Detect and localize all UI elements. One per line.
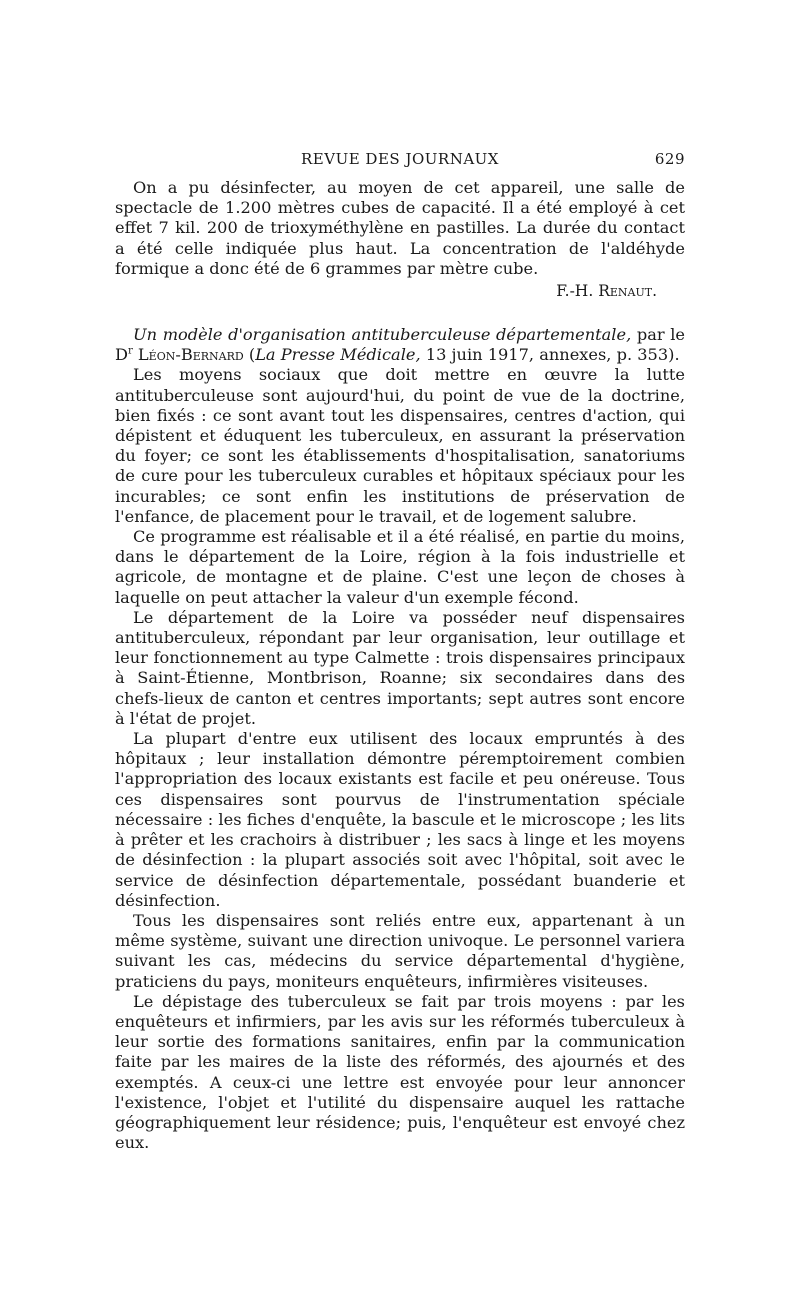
signature-surname: Renaut. [598, 282, 657, 301]
author-prefix-sup: r [127, 345, 133, 357]
page-number: 629 [654, 150, 685, 168]
source-open: ( [248, 345, 256, 365]
article-paragraph: Les moyens sociaux que doit mettre en œuvre la lutte antituberculeuse sont aujourd'hui, du point de vue de la doctrine, bien fixés : ce sont avant tout les dispensaires, centres d'action, qui dépistent et éduquent les tuberculeux, en assurant la préservation du foyer; ce sont les établissements d'hospitalisation, sanatoriums de cure pour les tuberculeux curables et hôpitaux spéciaux pour les incurables; ce sont enfin les institutions de préservation de l'enfance, de placement pour le travail, et de logement salubre. [115, 365, 685, 526]
article-paragraph: La plupart d'entre eux utilisent des locaux empruntés à des hôpitaux ; leur installation démontre péremptoirement combien l'appropriation des locaux existants est facile et peu onéreuse. Tous ces dispensaires sont pourvus de l'instrumentation spéciale nécessaire : les fiches d'enquête, la bascule et le microscope ; les lits à prêter et les crachoirs à distribuer ; les sacs à linge et les moyens de désinfection : la plupart associés soit avec l'hôpital, soit avec le service de désinfection départementale, possédant buanderie et désinfection. [115, 729, 685, 910]
article-author: Léon-Bernard [137, 345, 244, 365]
source-journal: La Presse Médicale, [255, 345, 421, 365]
signature-initials: F.-H. [556, 282, 594, 301]
journal-section-title: REVUE DES JOURNAUX [301, 150, 499, 168]
page [115, 150, 685, 1153]
article-paragraph: Ce programme est réalisable et il a été réalisé, en partie du moins, dans le département de la Loire, région à la fois industrielle et agricole, de montagne et de plaine. C'est une leçon de choses à laquelle on peut attacher la valeur d'un exemple fécond. [115, 527, 685, 607]
intro-paragraph: On a pu désinfecter, au moyen de cet appareil, une salle de spectacle de 1.200 mètres cubes de capacité. Il a été employé à cet effet 7 kil. 200 de trioxyméthylène en pastilles. La durée du contact a été celle indiquée plus haut. La concentration de l'aldéhyde formique a donc été de 6 grammes par mètre cube. [115, 178, 685, 278]
running-header [115, 150, 685, 178]
article-paragraph: Le département de la Loire va posséder neuf dispensaires antituberculeux, répondant par leur organisation, leur outillage et leur fonctionnement au type Calmette : trois dispensaires principaux à Saint-Étienne, Montbrison, Roanne; six secondaires dans des chefs-lieux de canton et centres importants; sept autres sont encore à l'état de projet. [115, 607, 685, 728]
article-paragraph: Tous les dispensaires sont reliés entre eux, appartenant à un même système, suivant une direction univoque. Le personnel variera suivant les cas, médecins du service départemental d'hygiène, praticiens du pays, moniteurs enquêteurs, infirmières visiteuses. [115, 910, 685, 991]
source-details: 13 juin 1917, annexes, p. 353). [425, 345, 680, 365]
author-prefix: D [115, 345, 128, 365]
article-title: Un modèle d'organisation antituberculeuse départementale, [133, 325, 632, 345]
article-paragraph: Le dépistage des tuberculeux se fait par trois moyens : par les enquêteurs et infirmiers, par les avis sur les réformés tuberculeux à leur sortie des formations sanitaires, enfin par la communication faite par les maires de la liste des réformés, des ajournés et des exemptés. A ceux-ci une lettre est envoyée pour leur annoncer l'existence, l'objet et l'utilité du dispensaire auquel les rattache géographiquement leur résidence; puis, l'enquêteur est envoyé chez eux. [115, 991, 685, 1153]
signature [115, 281, 685, 301]
article-heading [115, 325, 685, 365]
article-by: par le [636, 325, 685, 345]
